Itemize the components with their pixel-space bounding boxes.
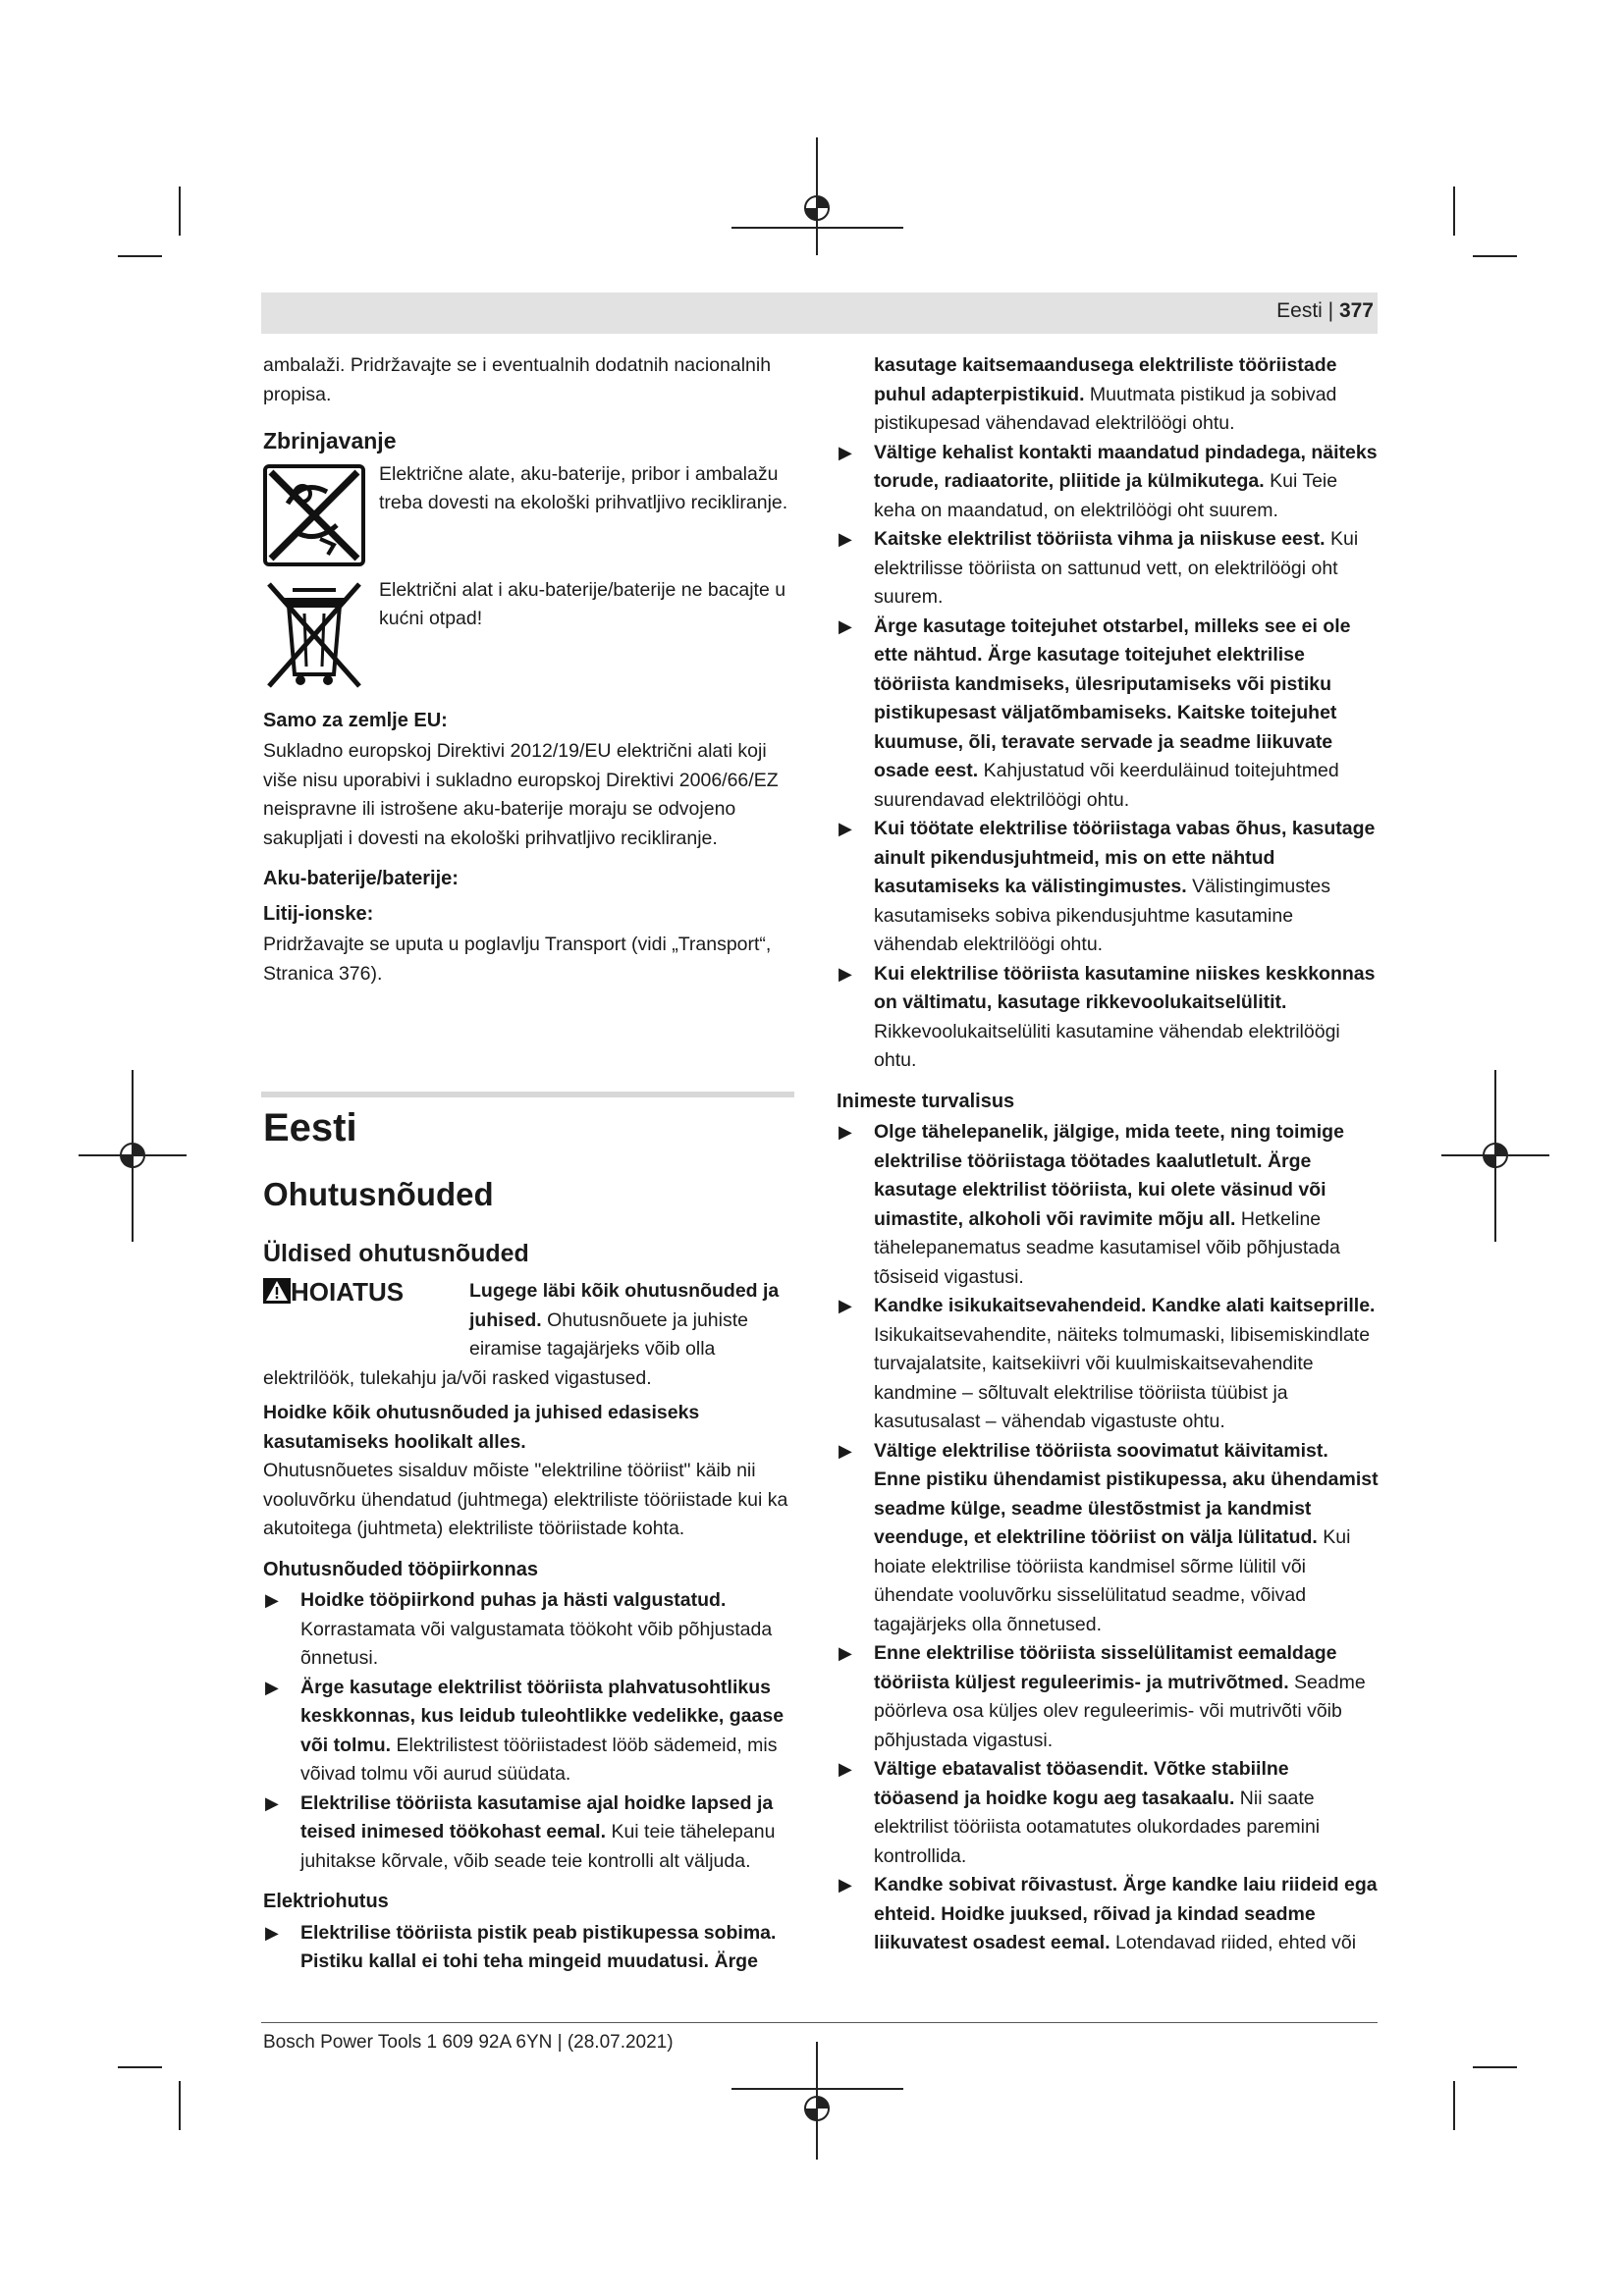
- electric-bullets: [837, 439, 1379, 1076]
- disposal-text-1: Električne alate, aku-baterije, pribor i ambalažu treba dovesti na ekološki prihvatljivo recikliranje.: [379, 462, 788, 513]
- bullet-bold: Vältige ebatavalist tööasendit. Võtke stabiilne tööasend ja hoidke kogu aeg tasakaalu.: [874, 1758, 1289, 1809]
- page-header: [1276, 299, 1374, 323]
- personal-safety-heading: Inimeste turvalisus: [837, 1090, 1015, 1112]
- intro-text: ambalaži. Pridržavajte se i eventualnih dodatnih nacionalnih propisa.: [263, 354, 772, 405]
- liion-heading: Litij-ionske:: [263, 902, 374, 925]
- footer-rule: [261, 2022, 1378, 2023]
- list-item: ▶ Kui töötate elektrilise tööriistaga vabas õhus, kasutage ainult pikendusjuhtmeid, mis on ette nähtud kasutamiseks ka välistingimustes. Välistingimustes kasutamiseks sobiva pikendusjuhtme kasutamine vähendab elektrilöögi ohtu.: [839, 818, 1376, 955]
- bullet-bold: Elektrilise tööriista kasutamise ajal hoidke lapsed ja teised inimesed töökohast eemal.: [300, 1791, 774, 1842]
- header-language: Eesti: [1276, 299, 1323, 322]
- warning-bold: Lugege läbi kõik ohutusnõuded ja juhised.: [469, 1280, 780, 1331]
- general-safety-title: Üldised ohutusnõuded: [263, 1240, 529, 1267]
- list-item: ▶ Ärge kasutage toitejuhet otstarbel, milleks see ei ole ette nähtud. Ärge kasutage toitejuhet elektrilise tööriista kandmiseks, ülesriputamiseks või pistiku pistikupesast väljatõmbamiseks. Kaitske toitejuhet kuumuse, õli, teravate servade ja seadme liikuvate osade eest. Kahjustatud või keerduläinud toitejuhtmed suurendavad elektrilöögi ohtu.: [839, 614, 1351, 811]
- list-item: ▶ Elektrilise tööriista kasutamise ajal hoidke lapsed ja teised inimesed töökohast eemal. Kui teie tähelepanu juhitakse kõrvale, võib seade teie kontrolli alt väljuda.: [265, 1791, 776, 1872]
- term-text: Ohutusnõuetes sisalduv mõiste "elektriline tööriist" käib nii vooluvõrku ühendatud (juhtmega) elektriliste tööriistade kui ka akutoitega (juhtmeta) elektriliste tööriistade kohta.: [263, 1460, 788, 1539]
- list-item: ▶ Vältige elektrilise tööriista soovimatut käivitamist. Enne pistiku ühendamist pistikupessa, aku ühendamist seadme külge, seadme ülestõstmist ja kandmist veenduge, et elektriline tööriist on välja lülitatud. Kui hoiate elektrilise tööriista kandmisel sõrme lülitil või ühendate vooluvõrku sisselülitatud seadme, võivad tagajärjeks olla õnnetused.: [839, 1439, 1379, 1635]
- list-item: ▶ Kaitske elektrilist tööriista vihma ja niiskuse eest. Kui elektrilisse tööriista on sattunud vett, on elektrilöögi oht suurem.: [839, 528, 1359, 608]
- list-item: ▶ Kui elektrilise tööriista kasutamine niiskes keskkonnas on vältimatu, kasutage rikkevoolukaitselülitit. Rikkevoolukaitselüliti kasutamine vähendab elektrilöögi ohtu.: [839, 962, 1376, 1071]
- bullet-bold: Elektrilise tööriista pistik peab pistikupessa sobima. Pistiku kallal ei tohi teha mingeid muudatusi. Ärge: [300, 1921, 777, 1972]
- eu-heading: Samo za zemlje EU:: [263, 709, 448, 731]
- continued-bullet: [837, 351, 1379, 439]
- personal-bullets: [837, 1118, 1379, 1958]
- bullet-text: Lotendavad riided, ehted või: [1110, 1932, 1357, 1953]
- registration-mark-top: [731, 137, 903, 255]
- bullet-bold: Kaitske elektrilist tööriista vihma ja niiskuse eest.: [874, 528, 1326, 550]
- warning-icon: [263, 1278, 291, 1304]
- page-number: 377: [1338, 299, 1374, 322]
- list-item: ▶ Vältige kehalist kontakti maandatud pindadega, näiteks torude, radiaatorite, pliitide ja külmikutega. Kui Teie keha on maandatud, on elektrilöögi oht suurem.: [839, 441, 1378, 521]
- bullet-bold: Kui elektrilise tööriista kasutamine niiskes keskkonnas on vältimatu, kasutage rikkevoolukaitselülitit.: [874, 962, 1376, 1013]
- list-item: ▶ Olge tähelepanelik, jälgige, mida teete, ning toimige elektrilise tööriistaga töötades kaalutletult. Ärge kasutage elektrilist tööriista, kui olete väsinud või uimastite, alkoholi või ravimite mõju all. Hetkeline tähelepanematus seadme kasutamisel võib põhjustada tõsiseid vigastusi.: [839, 1121, 1344, 1288]
- bullet-bold: Kui töötate elektrilise tööriistaga vabas õhus, kasutage ainult pikendusjuhtmeid, mis on ette nähtud kasutamiseks ka välistingimustes.: [874, 818, 1376, 897]
- bullet-text: Kui elektrilisse tööriista on sattunud vett, on elektrilöögi oht suurem.: [874, 528, 1359, 608]
- bullet-text: Elektrilistest tööriistadest lööb sädemeid, mis võivad tolmu või aurud süüdata.: [300, 1734, 778, 1785]
- warning-text: Ohutusnõuete ja juhiste eiramise tagajärjeks võib olla elektrilöök, tulekahju ja/või rasked vigastused.: [263, 1308, 748, 1389]
- liion-text: Pridržavajte se uputa u poglavlju Transport (vidi „Transport“, Stranica 376).: [263, 934, 772, 985]
- bullet-bold: Ärge kasutage toitejuhet otstarbel, milleks see ei ole ette nähtud. Ärge kasutage toitejuhet elektrilise tööriista kandmiseks, ülesriputamiseks või pistiku pistikupesast väljatõmbamiseks. Kaitske toitejuhet kuumuse, õli, teravate servade ja seadme liikuvate osade eest.: [874, 614, 1351, 781]
- section-separator: [261, 1092, 794, 1097]
- list-item: ▶ Vältige ebatavalist tööasendit. Võtke stabiilne tööasend ja hoidke kogu aeg tasakaalu. Nii saate elektrilist tööriista ootamatutes olukordades paremini kontrollida.: [839, 1758, 1321, 1867]
- list-item: ▶ Enne elektrilise tööriista sisselülitamist eemaldage tööriista küljest reguleerimis- ja mutrivõtmed. Seadme pöörleva osa küljes olev reguleerimis- või mutrivõti võib põhjustada vigastusi.: [839, 1642, 1366, 1751]
- bullet-bold: kasutage kaitsemaandusega elektriliste tööriistade puhul adapterpistikuid.: [874, 354, 1337, 405]
- disposal-block: [263, 460, 798, 691]
- keep-instructions: Hoidke kõik ohutusnõuded ja juhised edasiseks kasutamiseks hoolikalt alles.: [263, 1402, 700, 1453]
- workarea-heading: Ohutusnõuded tööpiirkonnas: [263, 1558, 538, 1580]
- work-bullets: [263, 1586, 798, 1876]
- list-item: ▶ Hoidke tööpiirkond puhas ja hästi valgustatud. Korrastamata või valgustamata töökoht võib põhjustada õnnetusi.: [265, 1589, 773, 1669]
- crossed-bin-icon: [263, 580, 365, 690]
- bullet-text: Seadme pöörleva osa küljes olev reguleerimis- või mutrivõti võib põhjustada vigastusi.: [874, 1671, 1366, 1751]
- bullet-bold: Vältige kehalist kontakti maandatud pindadega, näiteks torude, radiaatorite, pliitide ja külmikutega.: [874, 441, 1378, 492]
- bullet-bold: Kandke sobivat rõivastust. Ärge kandke laiu riideid ega ehteid. Hoidke juuksed, rõivad ja kindad seadme liikuvatest osadest eemal.: [874, 1874, 1378, 1953]
- bullet-text: Rikkevoolukaitselüliti kasutamine vähendab elektrilöögi ohtu.: [874, 1020, 1340, 1071]
- battery-heading: Aku-baterije/baterije:: [263, 868, 459, 889]
- disposal-heading: Zbrinjavanje: [263, 428, 397, 454]
- bullet-text: Hetkeline tähelepanematus seadme kasutamisel võib põhjustada tõsiseid vigastusi.: [874, 1207, 1340, 1288]
- list-item: ▶ Kandke sobivat rõivastust. Ärge kandke laiu riideid ega ehteid. Hoidke juuksed, rõivad ja kindad seadme liikuvatest osadest eemal. Lotendavad riided, ehted või: [839, 1874, 1378, 1953]
- bullet-bold: Kandke isikukaitsevahendeid. Kandke alati kaitseprille.: [874, 1295, 1376, 1316]
- bullet-text: Muutmata pistikud ja sobivad pistikupesad vähendavad elektrilöögi ohtu.: [874, 383, 1337, 434]
- recycle-icon: [263, 464, 365, 566]
- bullet-text: Nii saate elektrilist tööriista ootamatutes olukordades paremini kontrollida.: [874, 1787, 1321, 1867]
- warning-block: [263, 1277, 798, 1393]
- bullet-text: Kui teie tähelepanu juhitakse kõrvale, võib seade teie kontrolli alt väljuda.: [300, 1821, 776, 1872]
- left-column-eesti: [263, 1104, 798, 1977]
- safety-title: Ohutusnõuded: [263, 1176, 494, 1212]
- bullet-bold: Ärge kasutage elektrilist tööriista plahvatusohtlikus keskkonnas, kus leidub tuleohtlikke vedelikke, gaase või tolmu.: [300, 1676, 785, 1756]
- bullet-text: Kui hoiate elektrilise tööriista kandmisel sõrme lülitil või ühendate vooluvõrku sisselülitatud seadme, võivad tagajärjeks olla õnnetused.: [874, 1526, 1351, 1635]
- list-item: ▶ Kandke isikukaitsevahendeid. Kandke alati kaitseprille. Isikukaitsevahendite, näiteks tolmumaski, libisemiskindlate turvajalatsite, kaitsekiivri või kuulmiskaitsevahendite kandmine – sõltuvalt elektrilise tööriista tüübist ja kasutusalast – vähendab vigastuste ohtu.: [839, 1295, 1376, 1432]
- list-item: ▶ Ärge kasutage elektrilist tööriista plahvatusohtlikus keskkonnas, kus leidub tuleohtlikke vedelikke, gaase või tolmu. Elektrilistest tööriistadest lööb sädemeid, mis võivad tolmu või aurud süüdata.: [265, 1676, 785, 1785]
- bullet-bold: Olge tähelepanelik, jälgige, mida teete, ning toimige elektrilise tööriistaga töötades kaalutletult. Ärge kasutage elektrilist tööriista, kui olete väsinud või uimastite, alkoholi või ravimite mõju all.: [874, 1121, 1344, 1230]
- bullet-text: Korrastamata või valgustamata töökoht võib põhjustada õnnetusi.: [300, 1618, 773, 1669]
- left-column: [263, 351, 798, 988]
- electric-heading: Elektriohutus: [263, 1891, 389, 1912]
- header-bar: [261, 293, 1378, 334]
- eu-text: Sukladno europskoj Direktivi 2012/19/EU električni alati koji više nisu uporabivi i sukladno europskoj Direktivi 2006/66/EZ neispravne ili istrošene aku-baterije moraju se odvojeno sakupljati i dovesti na ekološki prihvatljivo recikliranje.: [263, 740, 779, 849]
- registration-mark-left: [79, 1070, 187, 1242]
- eesti-title: Eesti: [263, 1106, 357, 1149]
- warning-label: [263, 1277, 469, 1338]
- bullet-bold: Vältige elektrilise tööriista soovimatut käivitamist. Enne pistiku ühendamist pistikupessa, aku ühendamist seadme külge, seadme ülestõstmist ja kandmist veenduge, et elektriline tööriist on välja lülitatud.: [874, 1439, 1379, 1548]
- right-column: [837, 351, 1379, 1958]
- bullet-text: Isikukaitsevahendite, näiteks tolmumaski, libisemiskindlate turvajalatsite, kaitsekiivri või kuulmiskaitsevahendite kandmine – sõltuvalt elektrilise tööriista tüübist ja kasutusalast – vähendab vigastuste ohtu.: [874, 1323, 1371, 1432]
- registration-mark-bottom: [731, 2042, 903, 2160]
- registration-mark-right: [1441, 1070, 1549, 1242]
- page-footer: Bosch Power Tools 1 609 92A 6YN | (28.07.2021): [263, 2032, 674, 2053]
- warning-label-text: HOIATUS: [291, 1277, 405, 1307]
- disposal-text-2: Električni alat i aku-baterije/baterije ne bacajte u kućni otpad!: [379, 578, 786, 629]
- bullet-bold: Hoidke tööpiirkond puhas ja hästi valgustatud.: [300, 1589, 727, 1611]
- list-item: ▶ Elektrilise tööriista pistik peab pistikupessa sobima. Pistiku kallal ei tohi teha mingeid muudatusi. Ärge: [265, 1921, 777, 1972]
- bullet-bold: Enne elektrilise tööriista sisselülitamist eemaldage tööriista küljest reguleerimis- ja mutrivõtmed.: [874, 1642, 1337, 1693]
- header-separator: |: [1322, 299, 1339, 322]
- bullet-text: Kahjustatud või keerduläinud toitejuhtmed suurendavad elektrilöögi ohtu.: [874, 760, 1339, 811]
- bullet-text: Välistingimustes kasutamiseks sobiva pikendusjuhtme kasutamine vähendab elektrilöögi ohtu.: [874, 876, 1330, 955]
- bullet-text: Kui Teie keha on maandatud, on elektrilöögi oht suurem.: [874, 470, 1338, 521]
